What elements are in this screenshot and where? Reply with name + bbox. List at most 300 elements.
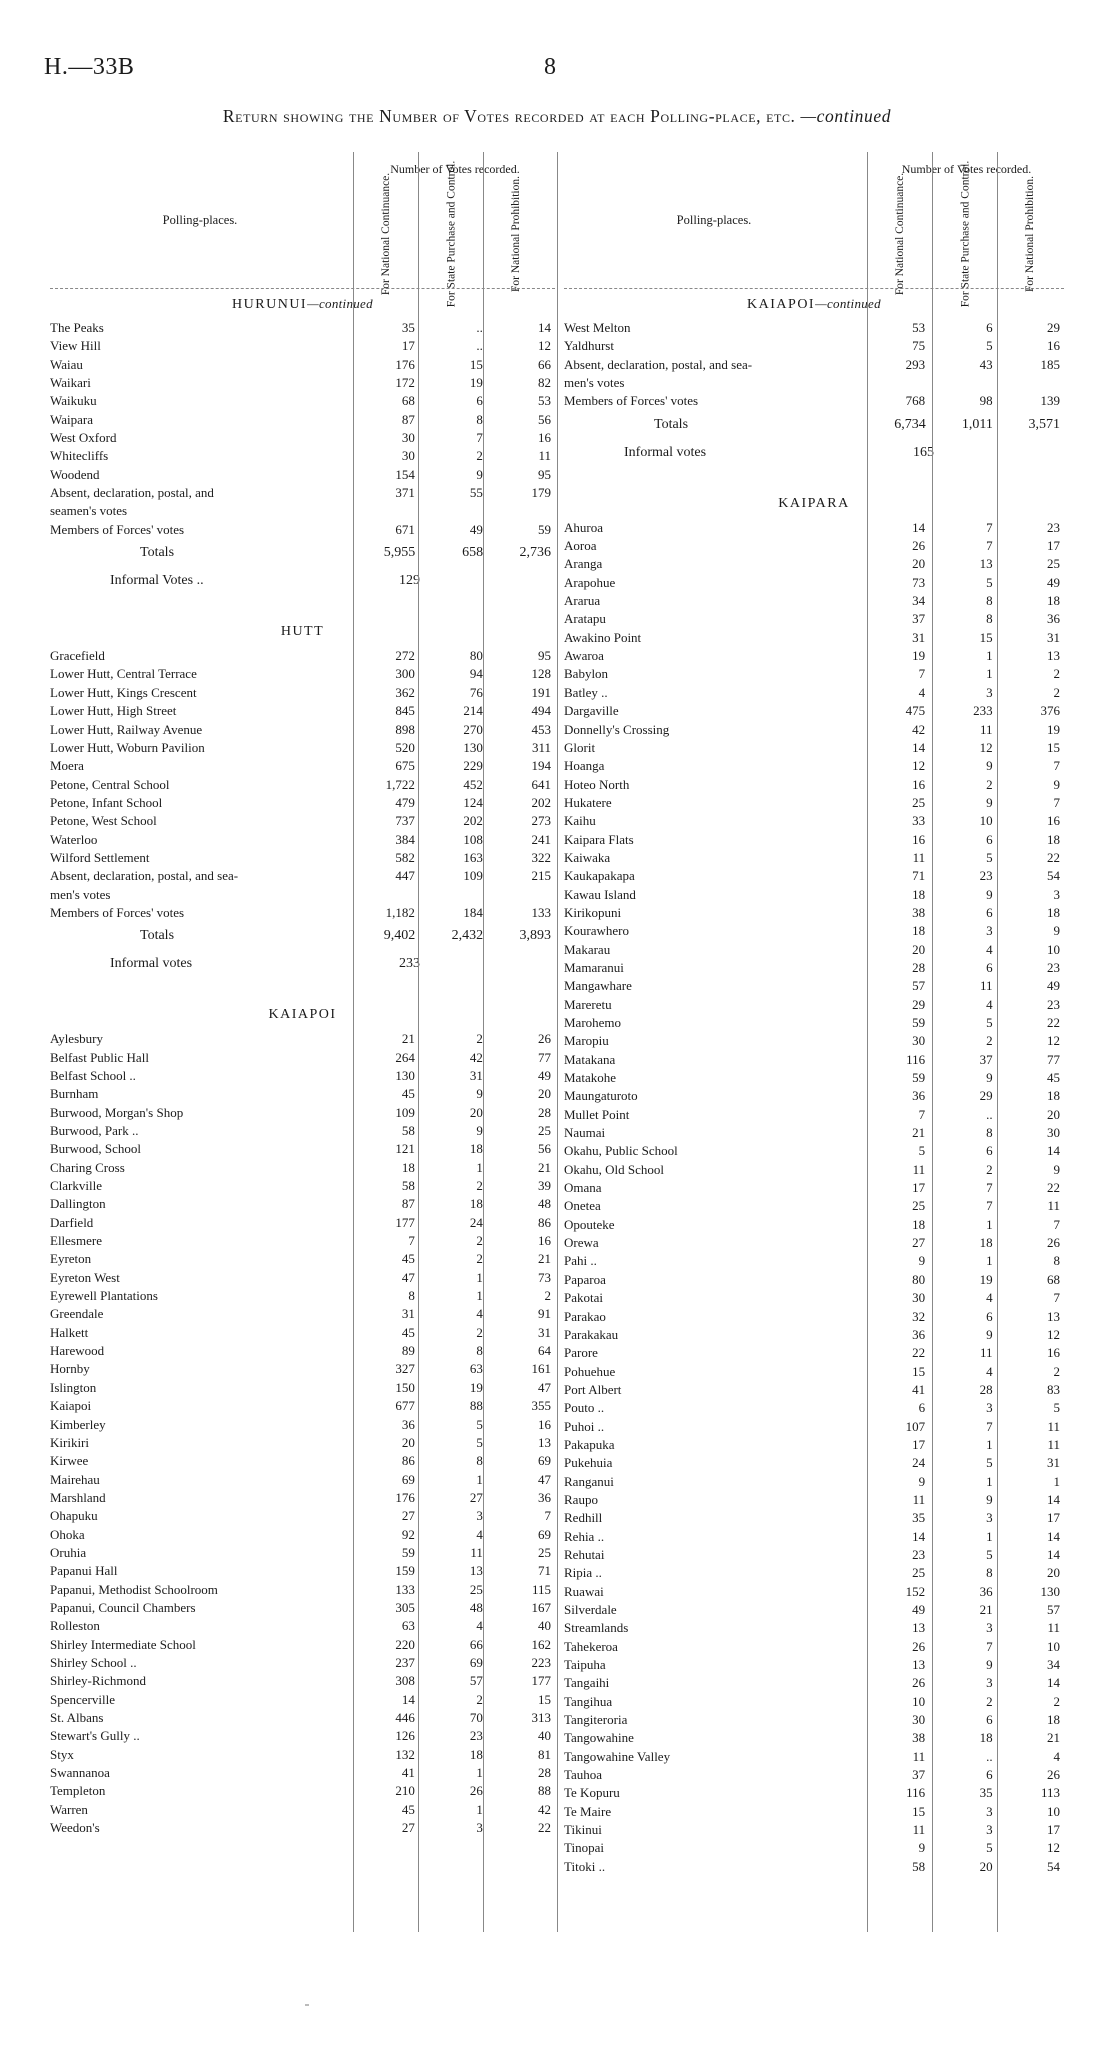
state-purchase-votes: 1 — [476, 1288, 483, 1304]
table-row — [564, 831, 1064, 849]
prohibition-votes: 161 — [531, 1361, 552, 1377]
prohibition-votes: 202 — [531, 794, 552, 810]
polling-place-name: Maungaturoto — [564, 1088, 638, 1104]
table-row — [564, 1399, 1064, 1417]
polling-place-name: Wilford Settlement — [50, 849, 150, 865]
state-purchase-votes — [419, 886, 487, 904]
state-purchase-votes: 8 — [476, 1453, 483, 1469]
continuance-heading-text: For National Continuance. — [894, 172, 907, 296]
state-purchase-votes: 42 — [469, 1049, 483, 1065]
continuance-heading — [869, 172, 931, 296]
polling-place-name: Absent, declaration, postal, and sea- — [564, 356, 753, 372]
table-row — [564, 1271, 1064, 1289]
table-row — [50, 447, 555, 465]
page-title — [0, 106, 1114, 127]
polling-place-name: Kirikopuni — [564, 904, 622, 920]
table-row — [564, 1564, 1064, 1582]
prohibition-votes: 31 — [538, 1324, 552, 1340]
state-purchase-votes: 1 — [986, 1473, 993, 1489]
table-row — [50, 392, 555, 410]
prohibition-votes: 162 — [531, 1636, 552, 1652]
table-row — [564, 959, 1064, 977]
state-purchase-heading — [934, 160, 996, 308]
polling-place-name: Opouteke — [564, 1216, 615, 1232]
table-row — [50, 1159, 555, 1177]
continuance-votes: 176 — [395, 356, 415, 372]
prohibition-votes: 191 — [531, 684, 552, 700]
continuance-votes: 17 — [912, 1436, 926, 1452]
prohibition-votes: 9 — [1053, 1161, 1060, 1177]
polling-place-name: Papanui Hall — [50, 1563, 118, 1579]
district-heading — [564, 489, 1064, 519]
table-row — [564, 1344, 1064, 1362]
polling-place-name: Eyrewell Plantations — [50, 1288, 158, 1304]
prohibition-heading-text: For National Prohibition. — [1024, 176, 1036, 292]
continuance-votes: 17 — [401, 338, 415, 354]
polling-place-name: Members of Forces' votes — [50, 521, 185, 537]
prohibition-votes: 54 — [1047, 868, 1060, 884]
table-row — [50, 1581, 555, 1599]
table-row — [564, 1363, 1064, 1381]
table-row — [564, 555, 1064, 573]
continuance-votes: 68 — [401, 393, 415, 409]
state-purchase-votes: 15 — [469, 356, 483, 372]
prohibition-votes: 30 — [1047, 1125, 1060, 1141]
polling-place-name: Spencerville — [50, 1691, 115, 1707]
section-gap — [50, 978, 555, 1000]
table-row — [564, 337, 1064, 355]
polling-place-name: Lower Hutt, Kings Crescent — [50, 684, 197, 700]
prohibition-votes: 21 — [538, 1251, 552, 1267]
state-purchase-votes: 18 — [979, 1730, 993, 1746]
prohibition-votes: 355 — [531, 1398, 552, 1414]
prohibition-votes: 59 — [538, 521, 552, 537]
polling-place-name: Burwood, Park .. — [50, 1123, 139, 1138]
state-purchase-votes: 18 — [469, 1141, 483, 1157]
polling-place-name: Kaiwaka — [564, 849, 611, 865]
prohibition-votes: 21 — [538, 1159, 552, 1175]
prohibition-votes: 185 — [1040, 356, 1060, 372]
prohibition-votes: 10 — [1047, 941, 1060, 957]
continuance-votes: 27 — [401, 1508, 415, 1524]
district-name: KAIPARA — [778, 495, 850, 511]
state-purchase-votes: 13 — [469, 1563, 483, 1579]
polling-place-name: Petone, Central School — [50, 776, 170, 792]
state-purchase-votes: 7 — [476, 430, 483, 446]
table-row — [50, 521, 555, 539]
continuance-votes: 27 — [401, 1820, 415, 1836]
table-row — [50, 1782, 555, 1800]
state-purchase-votes: 9 — [986, 886, 993, 902]
prohibition-votes: 113 — [1040, 1785, 1060, 1801]
table-row — [50, 867, 555, 885]
polling-place-name: Kaiapoi — [50, 1398, 92, 1414]
polling-place-name: Waiau — [50, 356, 83, 372]
polling-place-name: Marohemo — [564, 1015, 622, 1030]
polling-place-name: Lower Hutt, High Street — [50, 703, 177, 719]
table-row — [564, 647, 1064, 665]
continuance-votes: 11 — [912, 1748, 926, 1764]
continuance-votes: 59 — [912, 1070, 926, 1086]
prohibition-votes: 139 — [1040, 393, 1060, 409]
polling-place-name: Redhill — [564, 1510, 603, 1526]
table-row — [564, 592, 1064, 610]
prohibition-votes: 16 — [1047, 1345, 1060, 1361]
continuance-votes: 8 — [408, 1288, 415, 1304]
state-purchase-votes: 7 — [986, 1638, 993, 1654]
table-row — [50, 1214, 555, 1232]
state-purchase-votes: 80 — [469, 648, 483, 664]
state-purchase-votes: 23 — [979, 868, 993, 884]
state-purchase-votes: 6 — [986, 1712, 993, 1728]
prohibition-votes — [997, 374, 1064, 392]
continuance-total: 5,955 — [383, 545, 416, 561]
continuance-votes: 59 — [912, 1015, 926, 1030]
continuance-heading — [355, 172, 417, 296]
polling-place-name: Mairehau — [50, 1471, 100, 1487]
state-purchase-votes: 1 — [476, 1159, 483, 1175]
continuance-votes: 18 — [401, 1159, 415, 1175]
continuance-votes: 4 — [918, 684, 926, 700]
polling-place-name: Taipuha — [564, 1657, 606, 1673]
prohibition-votes: 7 — [1053, 794, 1060, 810]
polling-place-name: Kaihu — [564, 813, 596, 829]
prohibition-votes: 49 — [538, 1067, 552, 1083]
table-row — [564, 1509, 1064, 1527]
state-purchase-votes: 2 — [986, 1161, 993, 1177]
prohibition-votes: 22 — [1047, 1180, 1060, 1196]
table-row — [50, 1379, 555, 1397]
polling-place-name: Titoki .. — [564, 1858, 606, 1874]
table-row — [50, 886, 555, 904]
prohibition-votes: 16 — [538, 1416, 552, 1432]
polling-place-name: Darfield — [50, 1214, 94, 1230]
polling-place-name: Tinopai — [564, 1840, 604, 1856]
state-purchase-heading — [420, 160, 482, 308]
continuance-votes: 384 — [395, 831, 415, 847]
continuance-votes: 9 — [918, 1840, 926, 1856]
table-row — [564, 1197, 1064, 1215]
continuance-votes: 898 — [395, 721, 415, 737]
state-purchase-votes: 3 — [986, 923, 993, 939]
prohibition-votes: 56 — [538, 411, 552, 427]
polling-place-name: Kirikiri — [50, 1434, 89, 1450]
prohibition-votes: 313 — [531, 1710, 552, 1725]
table-row — [50, 1195, 555, 1213]
continuance-votes: 58 — [912, 1858, 926, 1874]
polling-place-name: View Hill — [50, 338, 101, 354]
continuance-votes: 22 — [912, 1345, 926, 1361]
table-row — [50, 1177, 555, 1195]
state-purchase-votes: 9 — [986, 1491, 993, 1507]
state-purchase-votes: 6 — [986, 1767, 993, 1783]
continuance-votes: 16 — [912, 776, 926, 792]
continuance-votes: 75 — [912, 338, 926, 354]
table-row — [564, 610, 1064, 628]
table-row — [50, 1324, 555, 1342]
prohibition-votes: 16 — [1047, 338, 1060, 354]
polling-place-name: Kourawhero — [564, 923, 629, 939]
prohibition-votes: 83 — [1047, 1381, 1060, 1397]
table-row — [50, 1471, 555, 1489]
state-purchase-votes: 19 — [979, 1271, 993, 1287]
continuance-votes: 45 — [401, 1086, 415, 1102]
prohibition-votes: 17 — [1047, 538, 1060, 554]
table-row — [564, 1418, 1064, 1436]
state-purchase-votes: 124 — [463, 794, 483, 810]
district-name: HUTT — [280, 624, 325, 640]
polling-place-name: Puhoi .. — [564, 1418, 605, 1434]
continuance-votes: 49 — [912, 1602, 926, 1617]
state-purchase-votes: 1 — [476, 1801, 483, 1817]
continuance-votes: 23 — [912, 1546, 926, 1562]
polling-place-name: Waipara — [50, 411, 93, 427]
table-row — [564, 1784, 1064, 1802]
continuance-votes: 58 — [401, 1123, 415, 1138]
state-purchase-votes: 10 — [979, 813, 993, 829]
continuance-votes: 36 — [401, 1416, 415, 1432]
prohibition-heading — [485, 176, 547, 292]
prohibition-votes: 177 — [531, 1673, 552, 1689]
polling-place-name: Eyreton — [50, 1251, 92, 1267]
table-row — [564, 977, 1064, 995]
informal-label: Informal Votes .. — [110, 573, 204, 589]
continuance-votes: 30 — [912, 1033, 926, 1049]
continuance-votes: 26 — [912, 1675, 926, 1691]
table-row — [50, 1030, 555, 1048]
prohibition-votes: 64 — [538, 1343, 552, 1359]
continuance-votes: 768 — [905, 393, 926, 409]
continuance-votes: 126 — [395, 1728, 415, 1744]
state-purchase-votes: 29 — [979, 1088, 993, 1104]
table-row — [50, 849, 555, 867]
continuance-votes: 737 — [395, 813, 415, 829]
prohibition-votes: 48 — [538, 1196, 552, 1212]
prohibition-votes: 39 — [538, 1178, 552, 1194]
state-purchase-votes: 3 — [986, 1620, 993, 1636]
state-purchase-votes: 49 — [469, 521, 483, 537]
prohibition-votes: 47 — [538, 1379, 552, 1395]
polling-place-name: Absent, declaration, postal, and sea- — [50, 868, 239, 884]
table-row — [564, 1234, 1064, 1252]
prohibition-votes: 9 — [1053, 776, 1060, 792]
continuance-votes: 31 — [401, 1306, 415, 1322]
table-row — [50, 1416, 555, 1434]
prohibition-votes: 11 — [1047, 1436, 1060, 1452]
continuance-votes: 80 — [912, 1271, 926, 1287]
continuance-votes: 20 — [401, 1434, 415, 1450]
state-purchase-votes: 11 — [470, 1544, 483, 1560]
table-row — [50, 1122, 555, 1140]
continuance-votes: 21 — [401, 1031, 415, 1047]
polling-place-name: The Peaks — [50, 320, 104, 335]
polling-place-name: Pakotai — [564, 1290, 603, 1306]
prohibition-votes: 22 — [538, 1820, 552, 1836]
continuance-votes: 15 — [912, 1803, 926, 1819]
continuance-votes: 475 — [905, 703, 926, 719]
table-row — [50, 1672, 555, 1690]
polling-place-name: Pakapuka — [564, 1436, 615, 1452]
state-purchase-votes: 70 — [469, 1710, 483, 1725]
polling-place-name: Tangihua — [564, 1693, 613, 1709]
prohibition-votes: 69 — [538, 1453, 552, 1469]
prohibition-votes: 2 — [1053, 1693, 1060, 1709]
prohibition-votes: 36 — [538, 1489, 552, 1505]
prohibition-votes: 13 — [1047, 1308, 1060, 1324]
prohibition-votes: 241 — [531, 831, 552, 847]
table-row — [50, 1544, 555, 1562]
table-row — [50, 1709, 555, 1727]
continuance-votes: 133 — [395, 1581, 415, 1597]
continuance-votes: 58 — [401, 1178, 415, 1194]
polling-place-name: Greendale — [50, 1306, 104, 1322]
polling-place-name: Dallington — [50, 1196, 106, 1212]
state-purchase-votes: 5 — [986, 1840, 993, 1856]
state-purchase-votes: 9 — [476, 1086, 483, 1102]
polling-place-name: Aranga — [564, 556, 603, 572]
table-row — [50, 647, 555, 665]
state-purchase-heading-text: For State Purchase and Control. — [959, 160, 972, 308]
state-purchase-votes: 2 — [476, 1233, 483, 1249]
state-purchase-votes: 9 — [476, 466, 483, 482]
table-row — [564, 1289, 1064, 1307]
prohibition-votes: 25 — [1047, 556, 1060, 572]
polling-place-name: Kimberley — [50, 1416, 106, 1432]
polling-places-heading: Polling-places. — [676, 212, 752, 227]
column-rule — [418, 152, 419, 1932]
state-purchase-votes: 4 — [986, 941, 993, 957]
table-row — [564, 1216, 1064, 1234]
state-purchase-votes: 76 — [469, 684, 483, 700]
continuance-votes: 26 — [912, 538, 926, 554]
prohibition-votes: 215 — [531, 868, 552, 884]
prohibition-votes: 14 — [1047, 1546, 1060, 1562]
table-row — [564, 537, 1064, 555]
continuance-votes: 1,182 — [385, 904, 415, 920]
table-row — [564, 1583, 1064, 1601]
prohibition-votes: 128 — [531, 666, 552, 682]
prohibition-votes: 77 — [1047, 1051, 1060, 1067]
table-row — [564, 684, 1064, 702]
table-row — [50, 319, 555, 337]
polling-place-name: Kaukapakapa — [564, 868, 635, 884]
table-row — [564, 519, 1064, 537]
prohibition-votes: 273 — [531, 813, 552, 829]
continuance-votes: 45 — [401, 1324, 415, 1340]
continuance-votes: 116 — [906, 1051, 926, 1067]
state-purchase-votes: 8 — [986, 1125, 993, 1141]
state-purchase-votes: 2 — [476, 1178, 483, 1194]
continuance-votes: 25 — [912, 794, 926, 810]
state-purchase-votes: 21 — [979, 1602, 993, 1617]
prohibition-votes: 73 — [538, 1269, 552, 1285]
continuance-votes: 447 — [395, 868, 415, 884]
prohibition-votes: 16 — [538, 1233, 552, 1249]
continuance-votes: 87 — [401, 1196, 415, 1212]
polling-place-name: Templeton — [50, 1783, 106, 1799]
table-row — [564, 1491, 1064, 1509]
state-purchase-votes: 7 — [986, 519, 993, 535]
informal-label: Informal votes — [110, 956, 193, 972]
continuance-votes: 30 — [401, 430, 415, 446]
table-row — [50, 721, 555, 739]
continuance-votes: 479 — [395, 794, 415, 810]
polling-place-name: Paparoa — [564, 1271, 606, 1287]
polling-place-name: Ruawai — [564, 1583, 604, 1599]
state-purchase-votes: 20 — [469, 1104, 483, 1120]
prohibition-votes: 376 — [1040, 703, 1060, 719]
district-heading — [50, 617, 555, 647]
continuance-votes: 20 — [912, 556, 926, 572]
polling-place-name: Members of Forces' votes — [50, 904, 185, 920]
table-row — [564, 1473, 1064, 1491]
state-purchase-votes — [419, 502, 487, 520]
prohibition-votes: 2 — [1053, 666, 1060, 682]
continuance-votes: 176 — [395, 1489, 415, 1505]
table-row — [50, 1434, 555, 1452]
polling-place-name: Ararua — [564, 593, 601, 609]
state-purchase-votes: 5 — [476, 1416, 483, 1432]
state-purchase-votes: 1 — [476, 1471, 483, 1487]
state-purchase-votes: 7 — [986, 1180, 993, 1196]
polling-place-name: Omana — [564, 1180, 602, 1196]
polling-place-name: Absent, declaration, postal, and — [50, 485, 214, 501]
prohibition-votes: 2 — [1053, 684, 1060, 700]
polling-place-name: Okahu, Old School — [564, 1161, 665, 1177]
state-purchase-votes: 8 — [476, 1343, 483, 1359]
table-row — [50, 1305, 555, 1323]
prohibition-votes: 34 — [1047, 1657, 1060, 1673]
state-purchase-votes: 108 — [463, 831, 483, 847]
polling-place-name: Warren — [50, 1801, 88, 1817]
state-purchase-votes: .. — [986, 1748, 993, 1764]
continuance-votes: 21 — [912, 1125, 926, 1141]
state-purchase-votes: 109 — [463, 868, 483, 884]
state-purchase-votes: 5 — [476, 1434, 483, 1450]
polling-place-name: Awaroa — [564, 648, 604, 664]
continuance-votes: 152 — [905, 1583, 926, 1599]
table-row — [50, 1727, 555, 1745]
prohibition-votes: 11 — [538, 448, 552, 464]
prohibition-votes: 69 — [538, 1526, 552, 1542]
table-row — [50, 1819, 555, 1837]
polling-place-name: Matakana — [564, 1051, 616, 1067]
continuance-votes: 130 — [395, 1067, 415, 1083]
polling-place-name: Aylesbury — [50, 1031, 103, 1047]
prohibition-votes: 23 — [1047, 959, 1060, 975]
state-purchase-votes: 270 — [463, 721, 483, 737]
prohibition-votes: 91 — [538, 1306, 552, 1322]
continuance-votes: 11 — [912, 1161, 926, 1177]
prohibition-votes: 2 — [544, 1288, 552, 1304]
totals-label: Totals — [140, 545, 175, 561]
polling-place-name: Belfast Public Hall — [50, 1049, 149, 1065]
prohibition-votes: 15 — [1047, 739, 1060, 755]
polling-place-name: Hoanga — [564, 758, 605, 774]
column-rule — [932, 152, 933, 1932]
prohibition-votes: 10 — [1047, 1803, 1060, 1819]
state-purchase-votes: 1 — [476, 1269, 483, 1285]
state-purchase-votes: 19 — [469, 375, 483, 391]
prohibition-votes: 223 — [531, 1654, 552, 1670]
state-purchase-votes: 6 — [986, 904, 993, 920]
table-row — [564, 996, 1064, 1014]
polling-place-name: Tangiteroria — [564, 1712, 628, 1728]
state-purchase-votes: 4 — [476, 1618, 483, 1634]
polling-place-name: Kaipara Flats — [564, 831, 634, 847]
polling-place-name: Petone, West School — [50, 813, 157, 829]
prohibition-votes: 17 — [1047, 1510, 1060, 1526]
